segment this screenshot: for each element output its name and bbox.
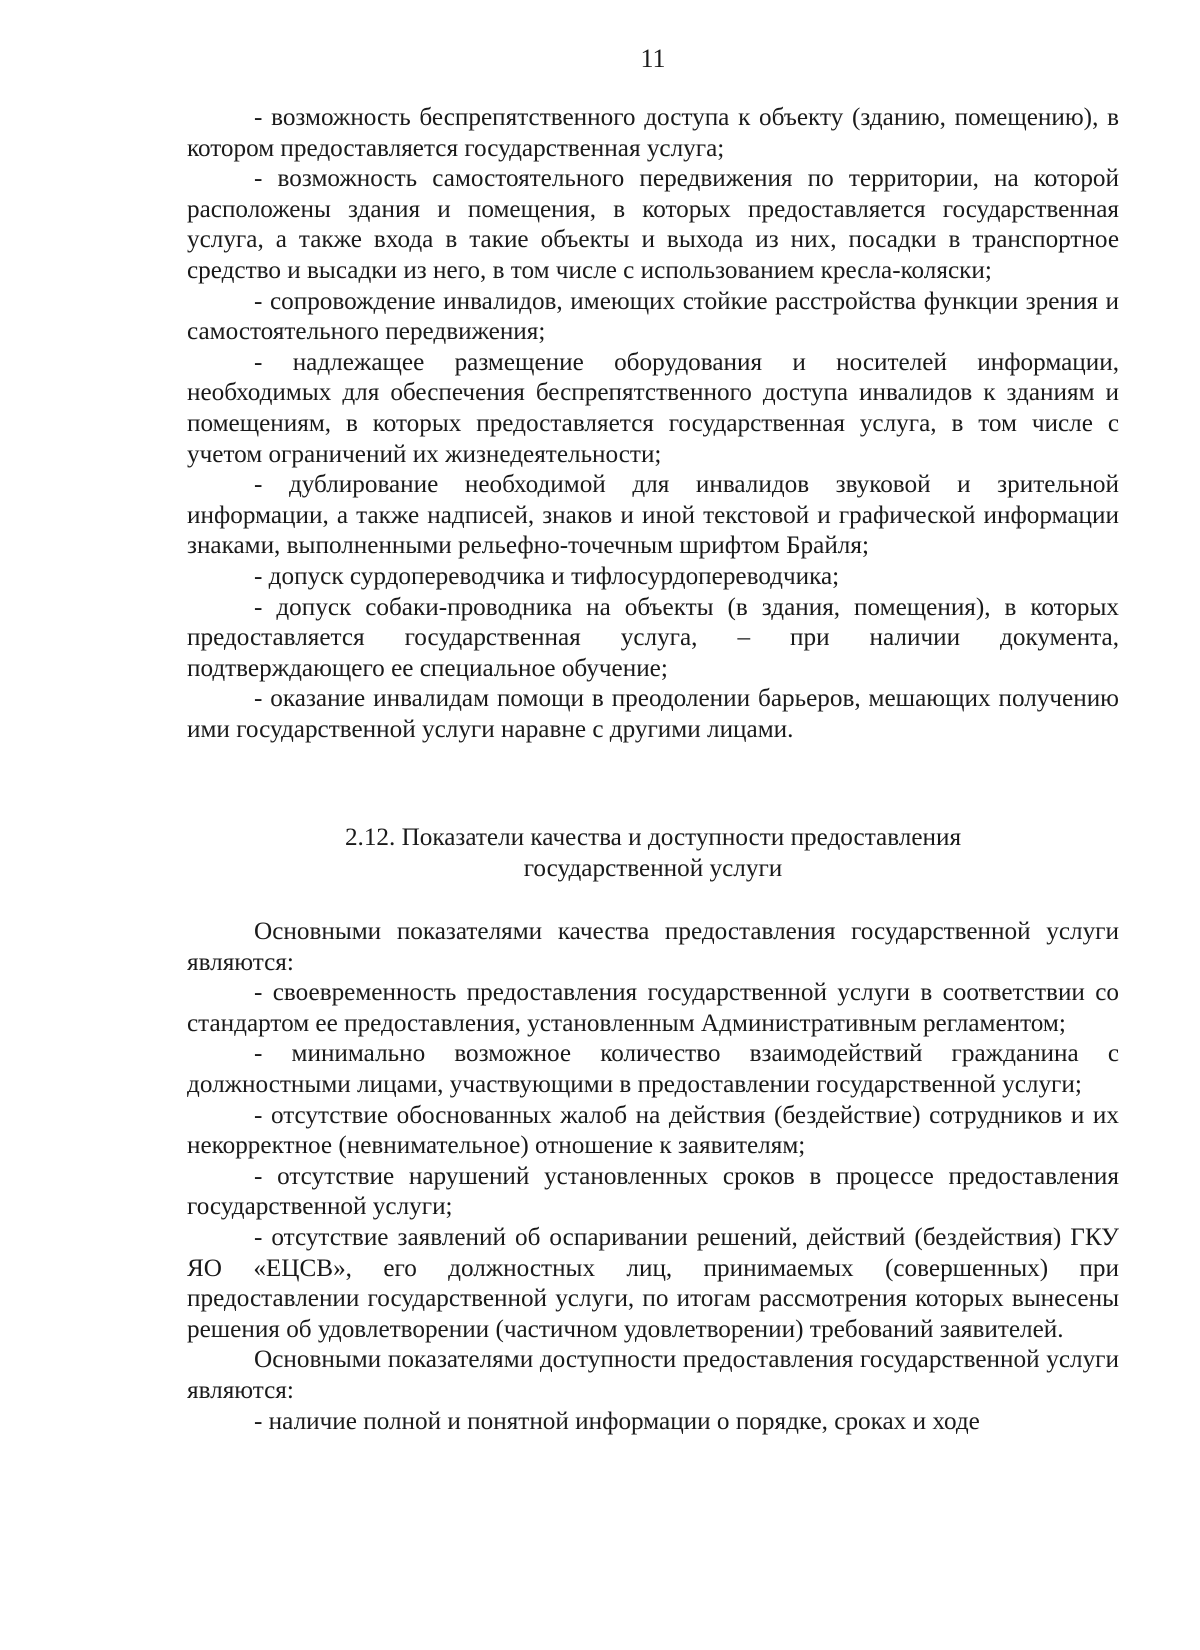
paragraph: - отсутствие обоснованных жалоб на действия (бездействие) сотрудников и их некорректное (невнимательное) отношение к заявителям; [187, 1101, 1119, 1160]
paragraph: - возможность самостоятельного передвижения по территории, на которой расположены здания и помещения, в которых предоставляется государственная услуга, а также входа в такие объекты и выхода из них, посадки в транспортное средство и высадки из него, в том числе с использованием кресла-коляски; [187, 165, 1119, 284]
paragraph: - надлежащее размещение оборудования и носителей информации, необходимых для обеспечения беспрепятственного доступа инвалидов к зданиям и помещениям, в которых предоставляется государственная услуга, в том числе с учетом ограничений их жизнедеятельности; [187, 348, 1119, 468]
section-heading [187, 822, 1119, 884]
accessibility-requirements-section [187, 103, 1119, 745]
paragraph: - минимально возможное количество взаимодействий гражданина с должностными лицами, участвующими в предоставлении государственной услуги; [187, 1040, 1119, 1098]
paragraph: - отсутствие заявлений об оспаривании решений, действий (бездействия) ГКУ ЯО «ЕЦСВ», его должностных лиц, принимаемых (совершенных) при предоставлении государственной услуги, по итогам рассмотрения которых вынесены решения об удовлетворении (частичном удовлетворении) требований заявителей. [187, 1223, 1119, 1343]
section-heading-line: 2.12. Показатели качества и доступности предоставления [344, 824, 962, 851]
section-heading-line: государственной услуги [523, 855, 783, 882]
paragraph: - допуск сурдопереводчика и тифлосурдопереводчика; [254, 562, 840, 590]
quality-indicators-section [187, 917, 1119, 1437]
paragraph: - возможность беспрепятственного доступа к объекту (зданию, помещению), в котором предоставляется государственная услуга; [187, 104, 1119, 162]
paragraph: - допуск собаки-проводника на объекты (в здания, помещения), в которых предоставляется государственная услуга, – при наличии документа, подтверждающего ее специальное обучение; [187, 593, 1119, 682]
paragraph: - наличие полной и понятной информации о порядке, сроках и ходе [254, 1407, 980, 1435]
paragraph: - сопровождение инвалидов, имеющих стойкие расстройства функции зрения и самостоятельного передвижения; [187, 287, 1119, 346]
paragraph: - своевременность предоставления государственной услуги в соответствии со стандартом ее предоставления, установленным Административным регламентом; [187, 979, 1119, 1037]
paragraph: Основными показателями качества предоставления государственной услуги являются: [187, 918, 1119, 976]
page-number: 11 [640, 44, 666, 73]
paragraph: - оказание инвалидам помощи в преодолении барьеров, мешающих получению ими государственной услуги наравне с другими лицами. [187, 685, 1119, 743]
paragraph: - отсутствие нарушений установленных сроков в процессе предоставления государственной услуги; [187, 1162, 1119, 1221]
paragraph: Основными показателями доступности предоставления государственной услуги являются: [187, 1346, 1119, 1404]
paragraph: - дублирование необходимой для инвалидов звуковой и зрительной информации, а также надписей, знаков и иной текстовой и графической информации знаками, выполненными рельефно-точечным шрифтом Брайля; [187, 471, 1119, 560]
